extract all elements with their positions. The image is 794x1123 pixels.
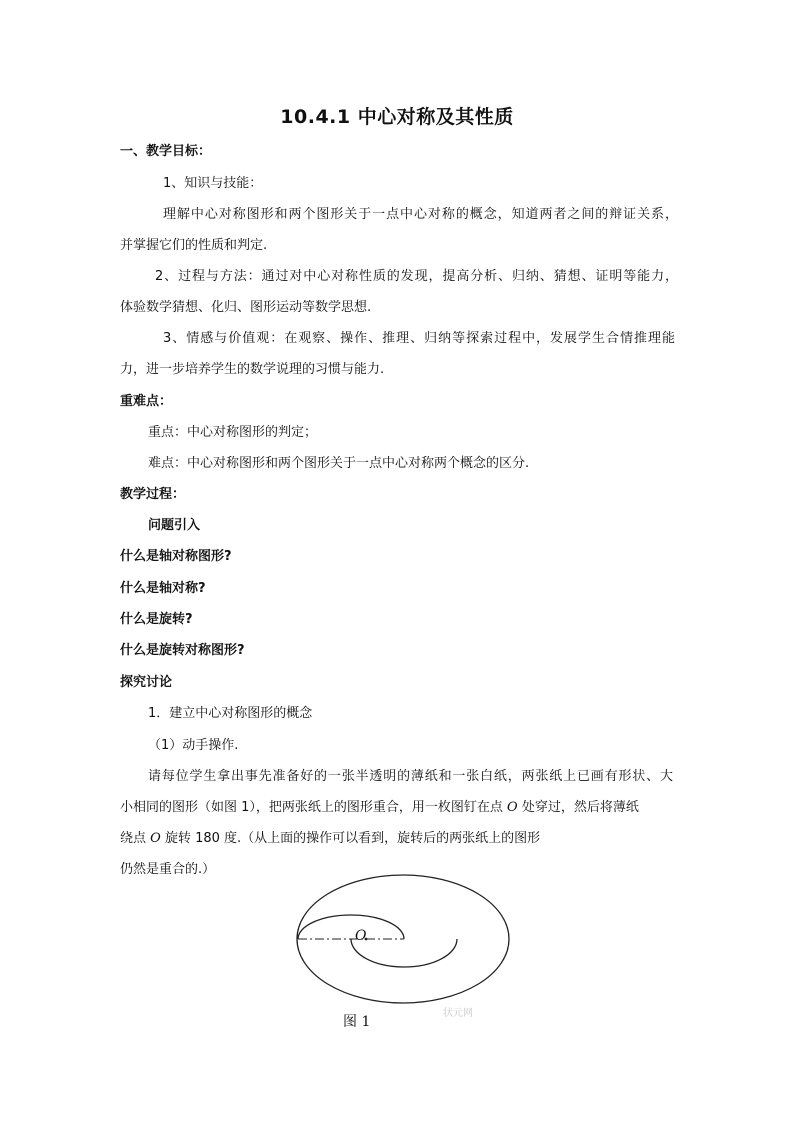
objective-2-text-cont: 体验数学猜想、化归、图形运动等数学思想. <box>120 300 372 315</box>
key-point-difficulty: 难点：中心对称图形和两个图形关于一点中心对称两个概念的区分. <box>148 456 530 471</box>
upper-arc <box>298 915 404 939</box>
key-point-focus: 重点：中心对称图形的判定； <box>148 425 318 440</box>
question-3: 什么是旋转? <box>120 612 193 627</box>
figure-caption: 图 1 <box>343 1014 371 1030</box>
paragraph-line-2: 小相同的图形（如图 1），把两张纸上的图形重合，用一枚图钉在点 O 处穿过，然后将薄纸 <box>120 800 639 815</box>
explore-heading: 探究讨论 <box>120 675 173 690</box>
paragraph-line-1: 请每位学生拿出事先准备好的一张半透明的薄纸和一张白纸，两张纸上已画有形状、大 <box>148 769 673 784</box>
process-heading: 教学过程： <box>120 487 186 502</box>
key-points-heading: 重难点： <box>120 394 173 409</box>
point-o-ref: O <box>150 831 161 846</box>
objectives-heading: 一、教学目标： <box>120 144 212 159</box>
paragraph-line-3: 绕点 O 旋转 180 度.（从上面的操作可以看到，旋转后的两张纸上的图形 <box>120 831 541 846</box>
objective-1-text: 理解中心对称图形和两个图形关于一点中心对称的概念，知道两者之间的辩证关系， <box>163 207 678 222</box>
point-o-label: O <box>355 928 367 944</box>
lower-arc <box>351 939 457 967</box>
objective-1-text-cont: 并掌握它们的性质和判定. <box>120 238 268 253</box>
point-o-ref: O <box>507 800 518 815</box>
objective-3-text-cont: 力，进一步培养学生的数学说理的习惯与能力. <box>120 362 385 377</box>
step-1-sub: （1）动手操作. <box>148 738 239 753</box>
step-1: 1．建立中心对称图形的概念 <box>148 706 313 721</box>
watermark: 状元网 <box>443 1008 473 1019</box>
paragraph-line-4: 仍然是重合的.） <box>120 862 216 877</box>
objective-3-text: 3、情感与价值观：在观察、操作、推理、归纳等探索过程中，发展学生合情推理能 <box>163 331 675 346</box>
question-4: 什么是旋转对称图形? <box>120 643 245 658</box>
question-2: 什么是轴对称? <box>120 581 206 596</box>
page-title: 10.4.1 中心对称及其性质 <box>280 106 514 128</box>
question-1: 什么是轴对称图形? <box>120 549 232 564</box>
objective-2-text: 2、过程与方法：通过对中心对称性质的发现，提高分析、归纳、猜想、证明等能力， <box>155 269 678 284</box>
process-intro: 问题引入 <box>148 518 201 533</box>
objective-1-heading: 1、知识与技能： <box>163 176 263 191</box>
